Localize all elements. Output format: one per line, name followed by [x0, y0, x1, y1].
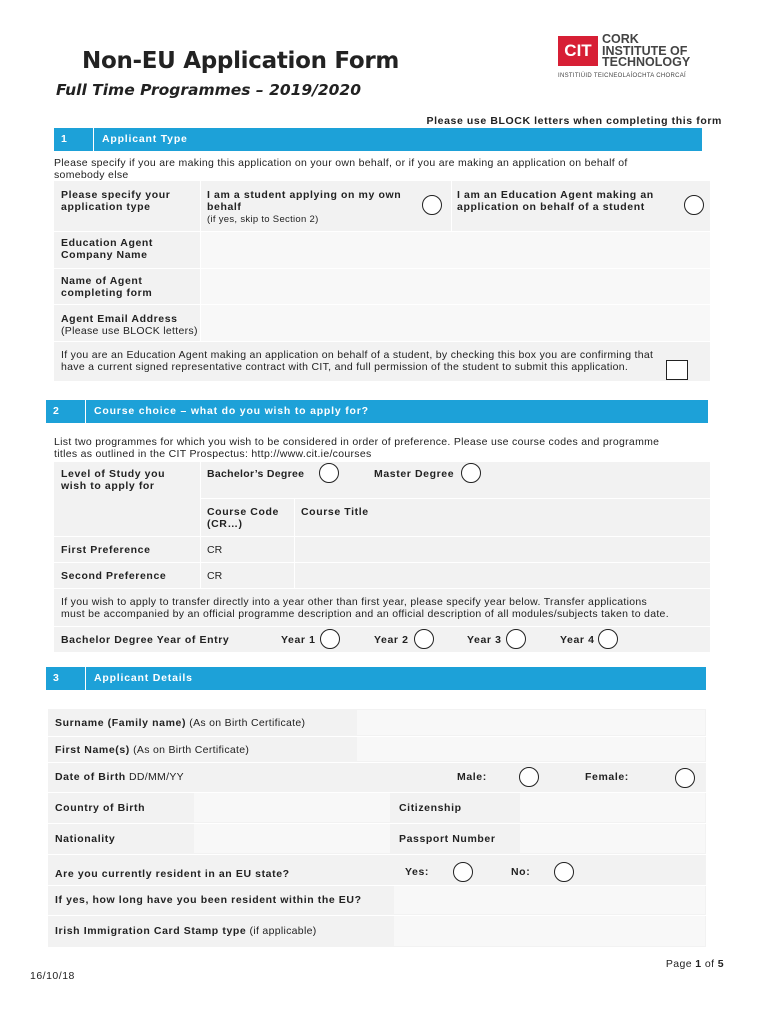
page-word: Page [665, 958, 692, 970]
agent-name-input[interactable] [202, 269, 708, 303]
nationality-input[interactable] [194, 824, 390, 853]
logo-text [602, 34, 690, 69]
bachelor-degree-radio[interactable] [319, 463, 339, 483]
immigration-stamp-label-bold: Irish Immigration Card Stamp type [55, 925, 247, 937]
first-preference-label: First Preference [61, 544, 151, 556]
course-code-header-2: (CR…) [207, 518, 243, 530]
logo-line-1: CORK [602, 32, 639, 46]
female-radio[interactable] [675, 768, 695, 788]
of-word: of [704, 958, 715, 970]
master-degree-label: Master Degree [374, 468, 455, 480]
study-level-label-1: Level of Study you [61, 468, 166, 480]
section-2-intro [54, 436, 734, 460]
eu-resident-no-radio[interactable] [554, 862, 574, 882]
agent-company-label-2: Company Name [61, 249, 148, 261]
bachelor-degree-label: Bachelor’s Degree [207, 468, 305, 480]
own-behalf-line-2: behalf [207, 201, 242, 213]
logo-line-2: INSTITUTE OF [602, 43, 688, 58]
year-3-label: Year 3 [467, 634, 502, 646]
logo-mark: CIT [558, 36, 598, 66]
section-3-number: 3 [46, 667, 86, 690]
page-indicator [666, 958, 724, 970]
immigration-stamp-label-note: (if applicable) [246, 925, 317, 937]
divider [200, 498, 710, 499]
agent-confirmation-checkbox[interactable] [666, 360, 688, 380]
residence-duration-label: If yes, how long have you been resident within the EU? [55, 894, 362, 906]
agent-company-label [61, 237, 153, 261]
section-2-header [46, 400, 708, 423]
section-1-intro [54, 157, 734, 181]
eu-resident-label: Are you currently resident in an EU state? [55, 868, 290, 880]
agent-email-label-2: (Please use BLOCK letters) [61, 325, 198, 337]
logo-line-3: TECHNOLOGY [602, 55, 691, 69]
surname-label-note: (As on Birth Certificate) [186, 717, 306, 729]
dob-label [55, 771, 184, 783]
transfer-note [61, 596, 711, 620]
first-preference-code-input[interactable] [222, 538, 292, 560]
citizenship-label: Citizenship [399, 802, 462, 814]
surname-input[interactable] [357, 710, 705, 735]
agent-company-label-1: Education Agent [61, 237, 154, 249]
study-level-label [61, 468, 165, 492]
country-of-birth-input[interactable] [194, 793, 390, 822]
male-label: Male: [457, 771, 487, 783]
section-2-intro-line-1: List two programmes for which you wish to be considered in order of preference. Please use course codes and programme [54, 436, 660, 448]
section-1-intro-line-1: Please specify if you are making this application on your own behalf, or if you are making an application on behalf of [54, 157, 628, 169]
agent-behalf-radio[interactable] [684, 195, 704, 215]
year-1-label: Year 1 [281, 634, 316, 646]
passport-number-input[interactable] [520, 824, 705, 853]
immigration-stamp-input[interactable] [394, 916, 705, 946]
section-2-intro-line-2: titles as outlined in the CIT Prospectus: http://www.cit.ie/courses [54, 448, 372, 460]
page-number: 1 [695, 958, 702, 970]
divider [48, 854, 706, 855]
divider [48, 762, 706, 763]
agent-email-label [61, 313, 198, 337]
form-date: 16/10/18 [30, 970, 75, 982]
section-2-title: Course choice – what do you wish to apply for? [94, 405, 369, 417]
agent-name-label [61, 275, 152, 299]
divider [54, 626, 710, 627]
nationality-label: Nationality [55, 833, 116, 845]
agent-company-input[interactable] [202, 233, 708, 267]
logo-irish-text: INSTITIÚID TEICNEOLAÍOCHTA CHORCAÍ [558, 73, 686, 79]
first-preference-code-prefix: CR [207, 544, 223, 556]
first-name-label-bold: First Name(s) [55, 744, 130, 756]
transfer-note-line-2: must be accompanied by an official programme description and an official description of all modules/subjects taken to date. [61, 608, 669, 620]
year-4-label: Year 4 [560, 634, 595, 646]
divider [54, 562, 710, 563]
page-total: 5 [717, 958, 724, 970]
divider [200, 462, 201, 588]
application-type-label-2: application type [61, 201, 151, 213]
eu-resident-yes-radio[interactable] [453, 862, 473, 882]
course-code-header [207, 506, 279, 530]
first-preference-title-input[interactable] [296, 538, 708, 560]
residence-duration-input[interactable] [394, 886, 705, 914]
year-4-radio[interactable] [598, 629, 618, 649]
eu-resident-no-label: No: [511, 866, 531, 878]
divider [54, 536, 710, 537]
second-preference-label: Second Preference [61, 570, 167, 582]
section-1-header [54, 128, 702, 151]
agent-confirmation-line-2: have a current signed representative contract with CIT, and full permission of the student to submit this application. [61, 361, 629, 373]
year-3-radio[interactable] [506, 629, 526, 649]
second-preference-code-prefix: CR [207, 570, 223, 582]
female-label: Female: [585, 771, 629, 783]
divider [451, 181, 452, 231]
surname-label [55, 717, 305, 729]
year-2-radio[interactable] [414, 629, 434, 649]
own-behalf-radio[interactable] [422, 195, 442, 215]
own-behalf-note: (if yes, skip to Section 2) [207, 214, 319, 225]
year-2-label: Year 2 [374, 634, 409, 646]
agent-confirmation-text [61, 349, 711, 373]
study-level-label-2: wish to apply for [61, 480, 155, 492]
master-degree-radio[interactable] [461, 463, 481, 483]
section-1-title: Applicant Type [102, 133, 188, 145]
course-code-header-1: Course Code [207, 506, 279, 518]
application-type-label [61, 189, 170, 213]
surname-label-bold: Surname (Family name) [55, 717, 187, 729]
dob-label-format: DD/MM/YY [125, 771, 184, 783]
section-1-number: 1 [54, 128, 94, 151]
immigration-stamp-label [55, 925, 317, 937]
cit-logo [558, 32, 718, 84]
application-type-label-1: Please specify your [61, 189, 171, 201]
first-name-input[interactable] [357, 737, 705, 761]
eu-resident-yes-label: Yes: [405, 866, 429, 878]
page-title: Non-EU Application Form [82, 48, 400, 74]
block-letters-note: Please use BLOCK letters when completing this form [426, 115, 722, 127]
agent-behalf-line-1: I am an Education Agent making an [457, 189, 654, 201]
section-2-number: 2 [46, 400, 86, 423]
divider [54, 341, 710, 342]
agent-email-input[interactable] [202, 305, 708, 340]
dob-label-bold: Date of Birth [55, 771, 126, 783]
divider [294, 498, 295, 588]
first-name-label [55, 744, 249, 756]
own-behalf-option [207, 189, 401, 226]
agent-behalf-line-2: application on behalf of a student [457, 201, 645, 213]
page-subtitle: Full Time Programmes – 2019/2020 [56, 81, 362, 99]
agent-behalf-option [457, 189, 654, 213]
course-title-header: Course Title [301, 506, 369, 518]
second-preference-title-input[interactable] [296, 564, 708, 586]
second-preference-code-input[interactable] [222, 564, 292, 586]
section-3-title: Applicant Details [94, 672, 193, 684]
transfer-note-line-1: If you wish to apply to transfer directly into a year other than first year, please specify year below. Transfer applications [61, 596, 648, 608]
year-of-entry-label: Bachelor Degree Year of Entry [61, 634, 230, 646]
agent-name-label-1: Name of Agent [61, 275, 143, 287]
agent-confirmation-line-1: If you are an Education Agent making an application on behalf of a student, by checking this box you are confirming that [61, 349, 654, 361]
agent-email-label-1: Agent Email Address [61, 313, 178, 325]
own-behalf-line-1: I am a student applying on my own [207, 189, 402, 201]
year-1-radio[interactable] [320, 629, 340, 649]
section-1-intro-line-2: somebody else [54, 169, 129, 181]
citizenship-input[interactable] [520, 793, 705, 822]
passport-number-label: Passport Number [399, 833, 496, 845]
country-of-birth-label: Country of Birth [55, 802, 146, 814]
agent-name-label-2: completing form [61, 287, 153, 299]
section-3-header [46, 667, 706, 690]
first-name-label-note: (As on Birth Certificate) [129, 744, 250, 756]
divider [54, 588, 710, 589]
male-radio[interactable] [519, 767, 539, 787]
